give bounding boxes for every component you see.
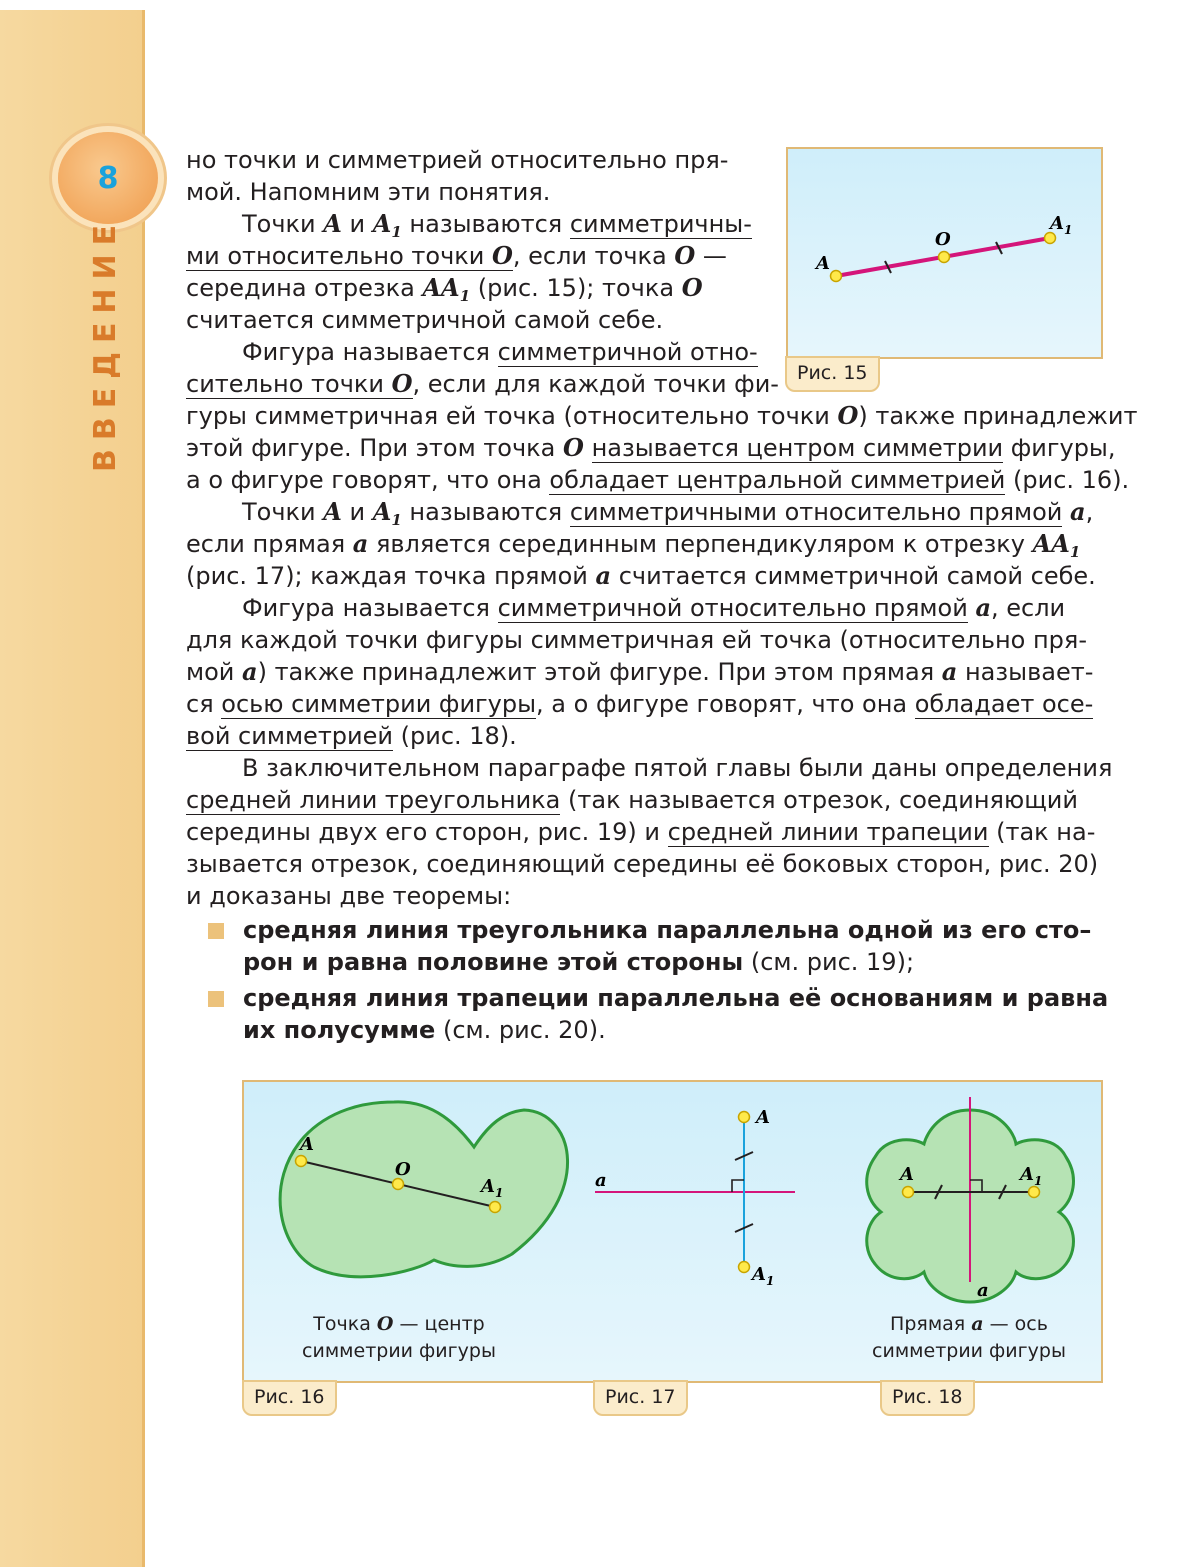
text-line: этой фигуре. При этом точка O называется центром симметрии фигуры, (186, 433, 1116, 462)
text-line: если прямая a является серединным перпендикуляром к отрезку $AA_1$ (186, 529, 1081, 561)
fig18-label-a1: A (1020, 1164, 1034, 1185)
fig17-point-a (739, 1112, 750, 1123)
text-line: Точки A и $A_1$ называются симметричны- (242, 209, 752, 241)
text-line: средней линии треугольника (так называется отрезок, соединяющий (186, 786, 1078, 814)
fig16-label-a: A (300, 1134, 314, 1155)
theorem-bullet-1: средняя линия треугольника параллельна одной из его сто– рон и равна половине этой стороны (см. рис. 19); (208, 914, 1108, 978)
fig18-label-a: A (900, 1164, 914, 1185)
text-line: мой a) также принадлежит этой фигуре. При этом прямая a называет- (186, 657, 1094, 686)
bullet-square-icon (208, 923, 224, 939)
theorem-bullet-2: средняя линия трапеции параллельна её основаниям и равна их полусумме (см. рис. 20). (208, 982, 1108, 1046)
fig18-label-line: a (977, 1280, 989, 1301)
fig16-point-o (393, 1179, 404, 1190)
text-line: (рис. 17); каждая точка прямой a считается симметричной самой себе. (186, 561, 1096, 590)
text-line: мой. Напомним эти понятия. (186, 178, 551, 206)
fig17-point-a1 (739, 1262, 750, 1273)
chapter-title: ВВЕДЕНИЕ (88, 215, 123, 472)
chapter-sidebar (0, 10, 145, 1567)
figure-15-label: Рис. 15 (785, 356, 880, 392)
text-line: ся осью симметрии фигуры, а о фигуре говорят, что она обладает осе- (186, 690, 1094, 718)
text-line: но точки и симметрией относительно пря- (186, 146, 729, 174)
text-line: и доказаны две теоремы: (186, 882, 512, 910)
figure-16-label: Рис. 16 (242, 1380, 337, 1416)
fig16-point-a1 (490, 1202, 501, 1213)
fig16-label-a1: A (481, 1176, 495, 1197)
label-a: A (816, 253, 830, 274)
fig16-caption: Точка O — центр симметрии фигуры (302, 1313, 496, 1362)
fig17-right-angle (732, 1180, 744, 1192)
fig18-point-a (903, 1187, 914, 1198)
fig16-point-a (296, 1156, 307, 1167)
svg-text:1: 1 (766, 1274, 775, 1288)
text-line: В заключительном параграфе пятой главы были даны определения (242, 754, 1113, 782)
text-line: зывается отрезок, соединяющий середины её боковых сторон, рис. 20) (186, 850, 1099, 878)
label-a1: A (1050, 213, 1064, 234)
figure-17-label: Рис. 17 (593, 1380, 688, 1416)
figure-18-label: Рис. 18 (880, 1380, 975, 1416)
text-line: Фигура называется симметричной относительно прямой a, если (242, 593, 1066, 622)
text-line: сительно точки O, если для каждой точки фи- (186, 369, 779, 398)
text-line: Точки A и $A_1$ называются симметричными относительно прямой a, (242, 497, 1094, 529)
fig18-point-a1 (1029, 1187, 1040, 1198)
svg-text:1: 1 (1034, 1174, 1043, 1188)
term-symmetric-point: симметричны- (569, 210, 752, 238)
main-text (186, 144, 1137, 912)
text-line: считается симметричной самой себе. (186, 306, 664, 334)
text-line: Фигура называется симметричной отно- (242, 338, 758, 366)
label-a1-sub: 1 (1064, 223, 1073, 237)
text-line: середины двух его сторон, рис. 19) и средней линии трапеции (так на- (186, 818, 1096, 846)
fig17-label-a: A (756, 1107, 770, 1128)
text-line: середина отрезка $AA_1$ (рис. 15); точка O (186, 273, 703, 305)
label-o: O (935, 229, 951, 250)
text-line: вой симметрией (рис. 18). (186, 722, 517, 750)
text-line: ми относительно точки O, если точка O — (186, 241, 727, 270)
page-number: 8 (97, 160, 119, 196)
text-line: гуры симметричная ей точка (относительно точки O) также принадлежит (186, 401, 1138, 430)
text-line: для каждой точки фигуры симметричная ей точка (относительно пря- (186, 626, 1087, 654)
svg-text:1: 1 (495, 1186, 504, 1200)
fig18-caption: Прямая a — ось симметрии фигуры (872, 1313, 1066, 1362)
figures-16-18-panel (242, 1080, 1103, 1383)
text-line: а о фигуре говорят, что она обладает центральной симметрией (рис. 16). (186, 466, 1130, 494)
fig17-label-a1: A (752, 1264, 766, 1285)
fig17-label-line: a (595, 1170, 607, 1191)
bullet-square-icon (208, 991, 224, 1007)
page-number-badge (58, 132, 158, 224)
fig16-label-o: O (395, 1159, 411, 1180)
